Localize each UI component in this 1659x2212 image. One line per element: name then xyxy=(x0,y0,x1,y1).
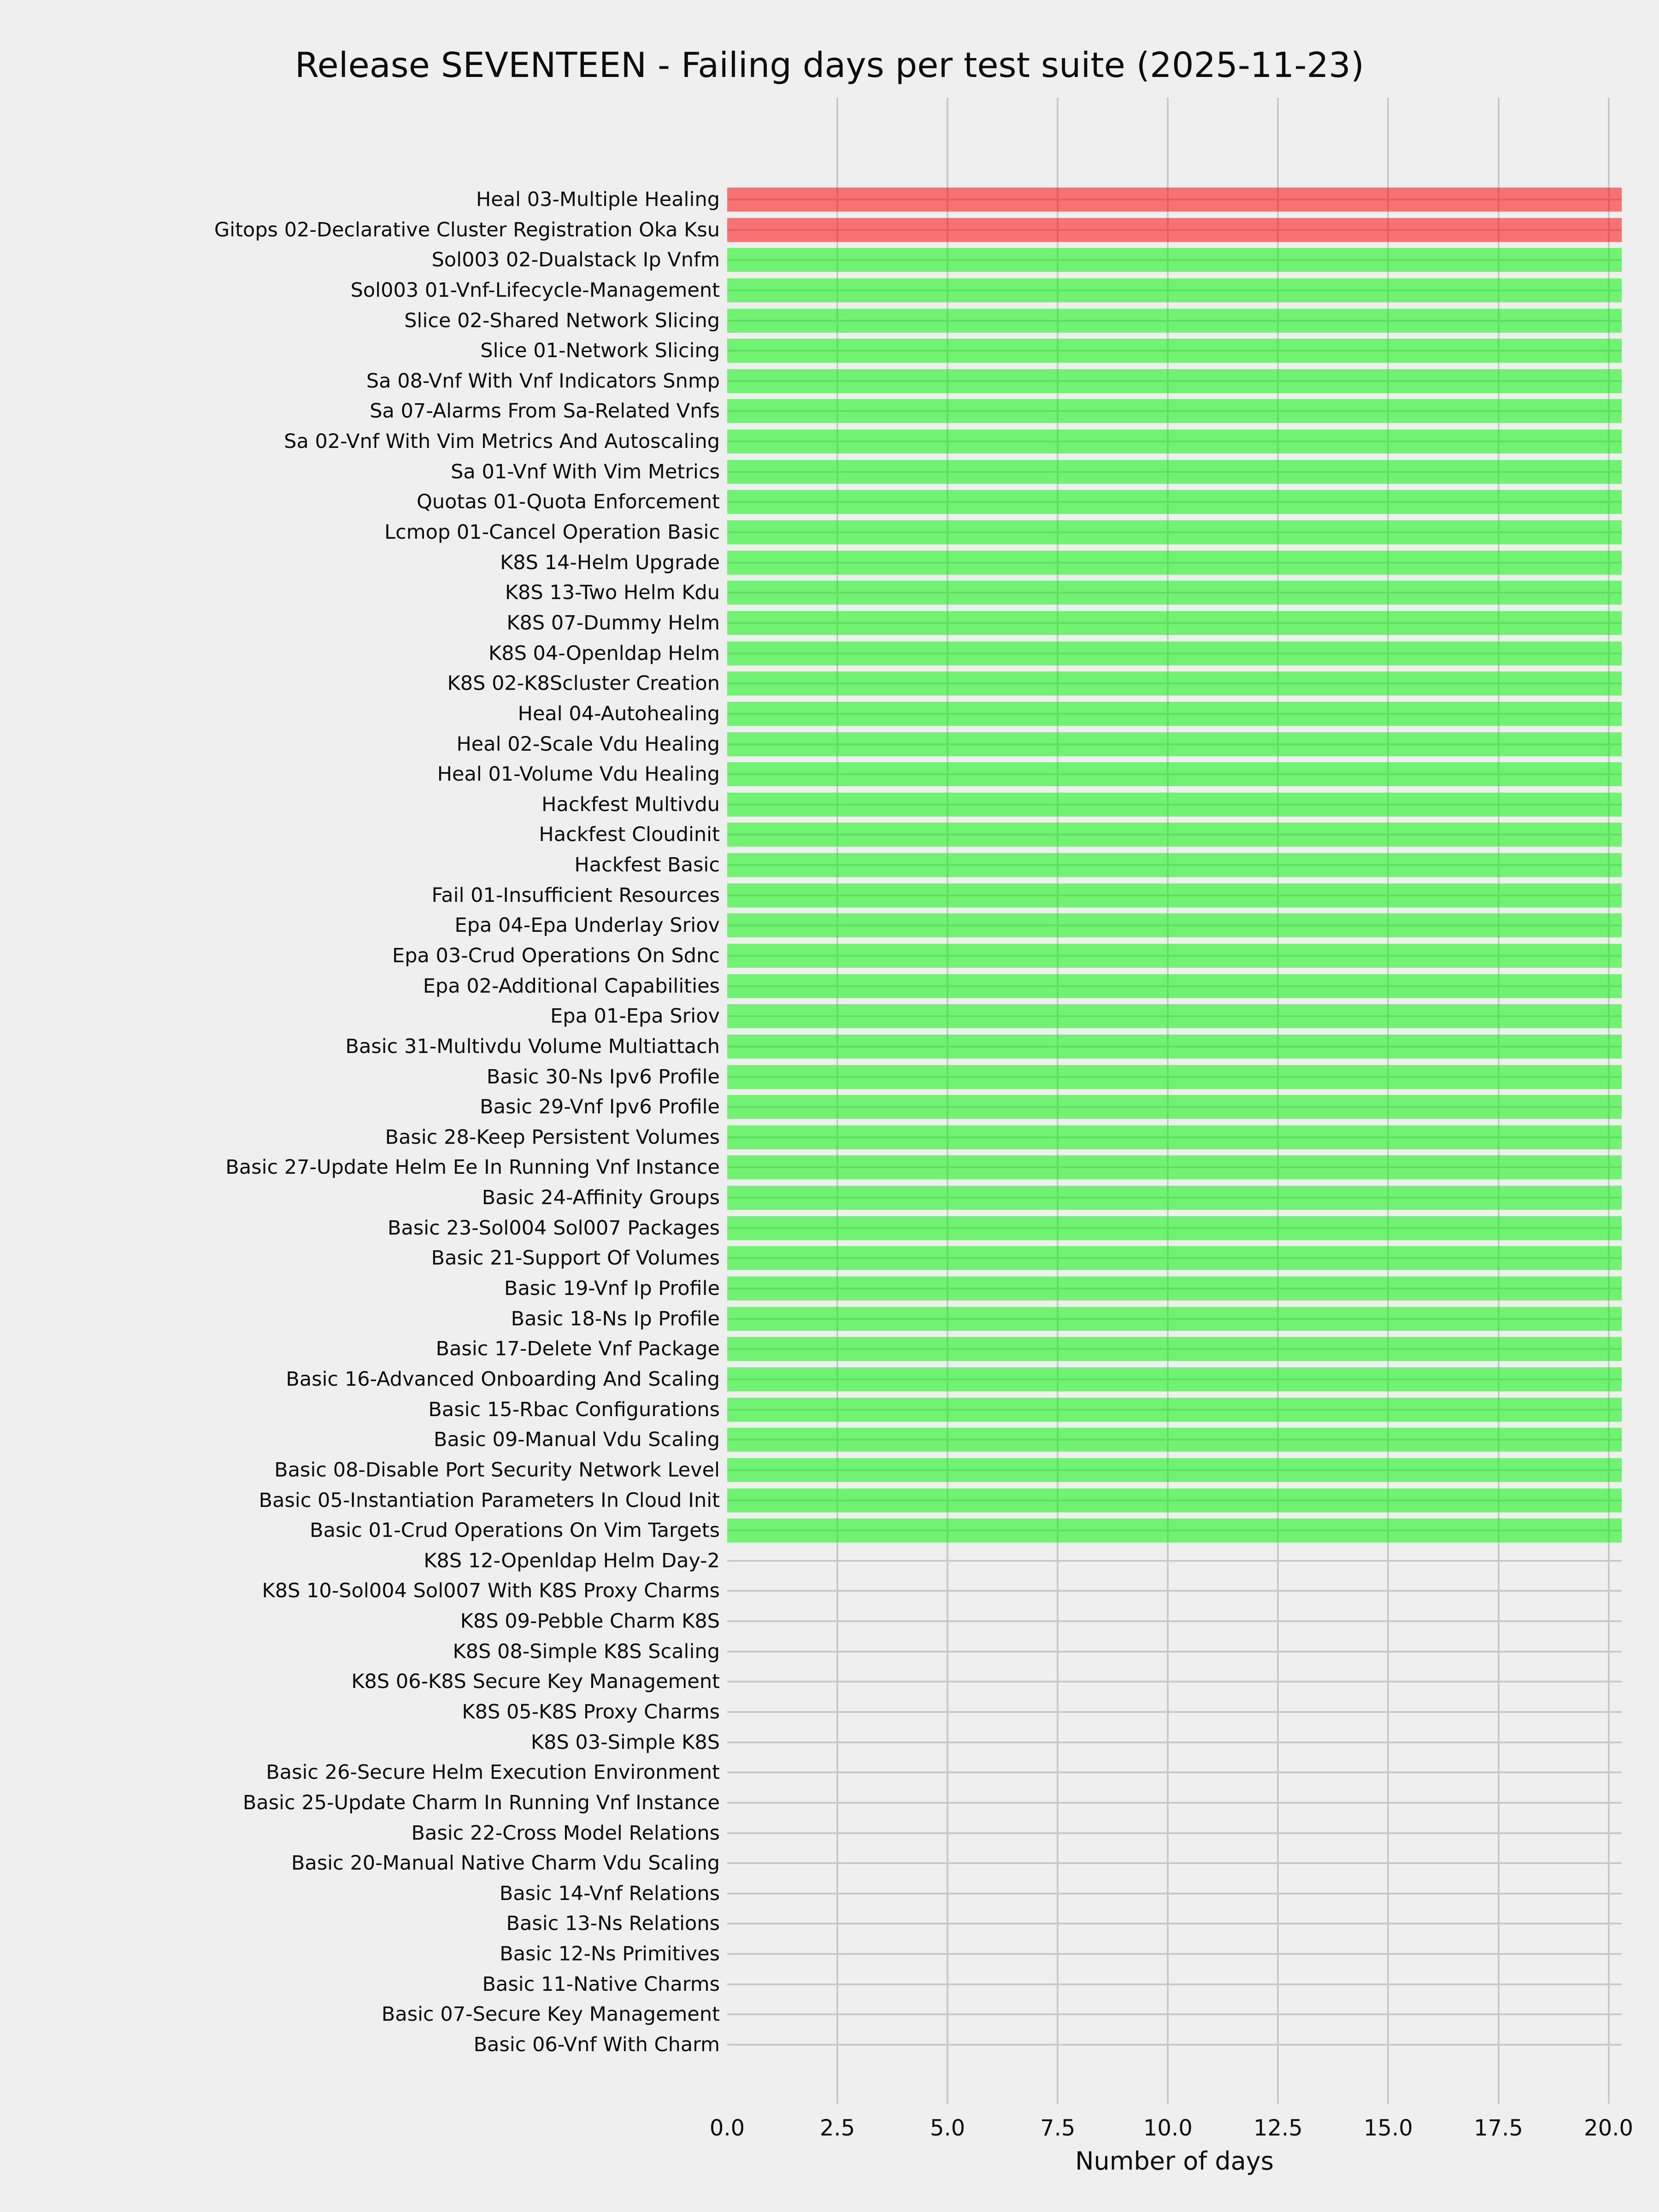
y-axis-label: Basic 12-Ns Primitives xyxy=(500,1942,720,1966)
y-axis-label: K8S 13-Two Helm Kdu xyxy=(505,581,720,605)
x-tick-label: 2.5 xyxy=(819,2115,855,2141)
bar-passing xyxy=(727,1035,1622,1059)
x-tick-label: 7.5 xyxy=(1040,2115,1076,2141)
x-tick-label: 15.0 xyxy=(1364,2115,1413,2141)
x-axis-title: Number of days xyxy=(1075,2147,1274,2176)
bar-passing xyxy=(727,1246,1622,1270)
bar-passing xyxy=(727,1337,1622,1361)
horizontal-gridline xyxy=(727,1923,1622,1924)
bar-passing xyxy=(727,1307,1622,1331)
x-tick-label: 20.0 xyxy=(1584,2115,1634,2141)
bar-passing xyxy=(727,278,1622,302)
y-axis-label: Lcmop 01-Cancel Operation Basic xyxy=(384,521,720,544)
y-axis-label: Gitops 02-Declarative Cluster Registration Oka Ksu xyxy=(214,218,720,241)
y-axis-label: Basic 15-Rbac Configurations xyxy=(428,1398,720,1421)
bar-passing xyxy=(727,1186,1622,1210)
horizontal-gridline xyxy=(727,2044,1622,2046)
horizontal-gridline xyxy=(727,1893,1622,1894)
y-axis-label: Basic 09-Manual Vdu Scaling xyxy=(433,1428,720,1452)
y-axis-label: Sa 07-Alarms From Sa-Related Vnfs xyxy=(370,400,720,423)
y-axis-label: Epa 04-Epa Underlay Sriov xyxy=(454,914,720,937)
bar-passing xyxy=(727,1155,1622,1179)
y-axis-label: Basic 24-Affinity Groups xyxy=(482,1186,720,1210)
horizontal-gridline xyxy=(727,1681,1622,1683)
horizontal-gridline xyxy=(727,1711,1622,1713)
plot-area xyxy=(727,98,1622,2104)
y-axis-label: Sol003 01-Vnf-Lifecycle-Management xyxy=(350,278,720,302)
bar-passing xyxy=(727,1518,1622,1542)
bar-passing xyxy=(727,883,1622,907)
horizontal-gridline xyxy=(727,1832,1622,1834)
y-axis-label: Fail 01-Insufficient Resources xyxy=(431,883,720,907)
bar-passing xyxy=(727,1216,1622,1240)
y-axis-label: Basic 06-Vnf With Charm xyxy=(473,2033,720,2057)
bar-passing xyxy=(727,339,1622,363)
horizontal-gridline xyxy=(727,2013,1622,2015)
x-tick-label: 10.0 xyxy=(1143,2115,1193,2141)
y-axis-label: Basic 18-Ns Ip Profile xyxy=(511,1307,720,1330)
y-axis-label: Basic 23-Sol004 Sol007 Packages xyxy=(388,1216,720,1240)
bar-passing xyxy=(727,641,1622,665)
y-axis-label: K8S 14-Helm Upgrade xyxy=(500,551,720,574)
y-axis-label: Basic 07-Secure Key Management xyxy=(381,2003,720,2026)
horizontal-gridline xyxy=(727,1560,1622,1562)
bar-passing xyxy=(727,762,1622,786)
y-axis-label: Hackfest Multivdu xyxy=(541,793,720,816)
y-axis-label: Sol003 02-Dualstack Ip Vnfm xyxy=(431,248,720,272)
y-axis-label: Basic 08-Disable Port Security Network Level xyxy=(274,1458,720,1482)
horizontal-gridline xyxy=(727,1862,1622,1864)
bar-passing xyxy=(727,1065,1622,1089)
bar-passing xyxy=(727,974,1622,998)
y-axis-label: Slice 01-Network Slicing xyxy=(480,339,720,363)
y-axis-label: Basic 25-Update Charm In Running Vnf Instance xyxy=(242,1791,720,1814)
bar-failing xyxy=(727,188,1622,212)
y-axis-label: K8S 06-K8S Secure Key Management xyxy=(351,1670,720,1694)
bar-passing xyxy=(727,309,1622,333)
y-axis-label: Basic 01-Crud Operations On Vim Targets xyxy=(310,1519,720,1542)
bar-passing xyxy=(727,1004,1622,1028)
bar-passing xyxy=(727,1428,1622,1452)
bar-passing xyxy=(727,1398,1622,1422)
y-axis-label: Basic 16-Advanced Onboarding And Scaling xyxy=(286,1367,720,1391)
bar-passing xyxy=(727,1458,1622,1482)
horizontal-gridline xyxy=(727,1983,1622,1985)
bar-passing xyxy=(727,1125,1622,1149)
y-axis-label: Epa 01-Epa Sriov xyxy=(550,1005,720,1028)
horizontal-gridline xyxy=(727,1651,1622,1653)
bar-passing xyxy=(727,551,1622,575)
y-axis-label: Basic 22-Cross Model Relations xyxy=(411,1821,720,1845)
y-axis-label: K8S 07-Dummy Helm xyxy=(506,611,720,635)
bar-passing xyxy=(727,793,1622,817)
bar-passing xyxy=(727,1095,1622,1119)
y-axis-label: Epa 03-Crud Operations On Sdnc xyxy=(392,944,720,967)
y-axis-label: Basic 14-Vnf Relations xyxy=(499,1882,720,1905)
horizontal-gridline xyxy=(727,1802,1622,1804)
chart-title: Release SEVENTEEN - Failing days per test suite (2025-11-23) xyxy=(294,45,1365,85)
y-axis-label: Heal 04-Autohealing xyxy=(518,702,720,725)
x-tick-label: 0.0 xyxy=(709,2115,745,2141)
bar-passing xyxy=(727,823,1622,847)
x-tick-label: 5.0 xyxy=(930,2115,965,2141)
bar-passing xyxy=(727,460,1622,484)
y-axis-label: Quotas 01-Quota Enforcement xyxy=(417,490,720,514)
bar-passing xyxy=(727,732,1622,756)
y-axis-label: Heal 02-Scale Vdu Healing xyxy=(456,732,720,756)
bar-passing xyxy=(727,490,1622,514)
y-axis-label: Basic 27-Update Helm Ee In Running Vnf Instance xyxy=(225,1156,720,1179)
bar-failing xyxy=(727,218,1622,242)
bar-passing xyxy=(727,702,1622,726)
y-axis-label: Basic 21-Support Of Volumes xyxy=(431,1247,720,1270)
y-axis-label: K8S 12-Openldap Helm Day-2 xyxy=(424,1549,720,1572)
y-axis-label: Basic 26-Secure Helm Execution Environment xyxy=(266,1761,720,1784)
y-axis-label: Heal 03-Multiple Healing xyxy=(476,188,720,211)
horizontal-gridline xyxy=(727,1771,1622,1773)
y-axis-label: K8S 05-K8S Proxy Charms xyxy=(462,1700,720,1724)
horizontal-gridline xyxy=(727,1741,1622,1743)
horizontal-gridline xyxy=(727,1590,1622,1592)
bar-passing xyxy=(727,248,1622,272)
bar-passing xyxy=(727,944,1622,968)
y-axis-labels xyxy=(0,98,720,2104)
x-tick-label: 17.5 xyxy=(1474,2115,1523,2141)
y-axis-label: Basic 13-Ns Relations xyxy=(506,1912,720,1936)
bar-passing xyxy=(727,853,1622,877)
y-axis-label: K8S 04-Openldap Helm xyxy=(488,641,720,665)
bar-passing xyxy=(727,671,1622,695)
bar-passing xyxy=(727,399,1622,423)
y-axis-label: K8S 10-Sol004 Sol007 With K8S Proxy Charms xyxy=(262,1579,720,1603)
y-axis-label: K8S 02-K8Scluster Creation xyxy=(447,672,720,695)
bar-passing xyxy=(727,1367,1622,1391)
y-axis-label: Basic 28-Keep Persistent Volumes xyxy=(385,1125,720,1149)
y-axis-label: Basic 19-Vnf Ip Profile xyxy=(504,1277,720,1300)
bar-passing xyxy=(727,369,1622,393)
bar-passing xyxy=(727,1488,1622,1512)
y-axis-label: K8S 08-Simple K8S Scaling xyxy=(453,1640,720,1663)
bar-passing xyxy=(727,581,1622,605)
y-axis-label: Basic 31-Multivdu Volume Multiattach xyxy=(345,1035,720,1058)
y-axis-label: Sa 08-Vnf With Vnf Indicators Snmp xyxy=(366,369,720,393)
y-axis-label: Basic 17-Delete Vnf Package xyxy=(435,1337,720,1361)
y-axis-label: Slice 02-Shared Network Slicing xyxy=(404,309,720,332)
bar-passing xyxy=(727,913,1622,937)
bar-passing xyxy=(727,1277,1622,1300)
y-axis-label: Heal 01-Volume Vdu Healing xyxy=(437,763,720,786)
bar-passing xyxy=(727,611,1622,635)
y-axis-label: Sa 02-Vnf With Vim Metrics And Autoscaling xyxy=(284,430,720,453)
y-axis-label: Basic 29-Vnf Ipv6 Profile xyxy=(480,1095,720,1119)
y-axis-label: Basic 11-Native Charms xyxy=(482,1972,720,1996)
horizontal-gridline xyxy=(727,1953,1622,1955)
y-axis-label: Basic 05-Instantiation Parameters In Cloud Init xyxy=(259,1488,720,1512)
y-axis-label: K8S 09-Pebble Charm K8S xyxy=(460,1610,720,1633)
y-axis-label: K8S 03-Simple K8S xyxy=(530,1730,720,1754)
y-axis-label: Basic 30-Ns Ipv6 Profile xyxy=(486,1065,720,1088)
horizontal-gridline xyxy=(727,1620,1622,1622)
y-axis-label: Basic 20-Manual Native Charm Vdu Scaling xyxy=(291,1852,720,1875)
bar-passing xyxy=(727,520,1622,544)
y-axis-label: Hackfest Cloudinit xyxy=(539,823,720,847)
y-axis-label: Sa 01-Vnf With Vim Metrics xyxy=(451,460,720,483)
bar-passing xyxy=(727,429,1622,453)
y-axis-label: Epa 02-Additional Capabilities xyxy=(423,974,720,998)
x-tick-label: 12.5 xyxy=(1253,2115,1303,2141)
y-axis-label: Hackfest Basic xyxy=(574,853,720,877)
